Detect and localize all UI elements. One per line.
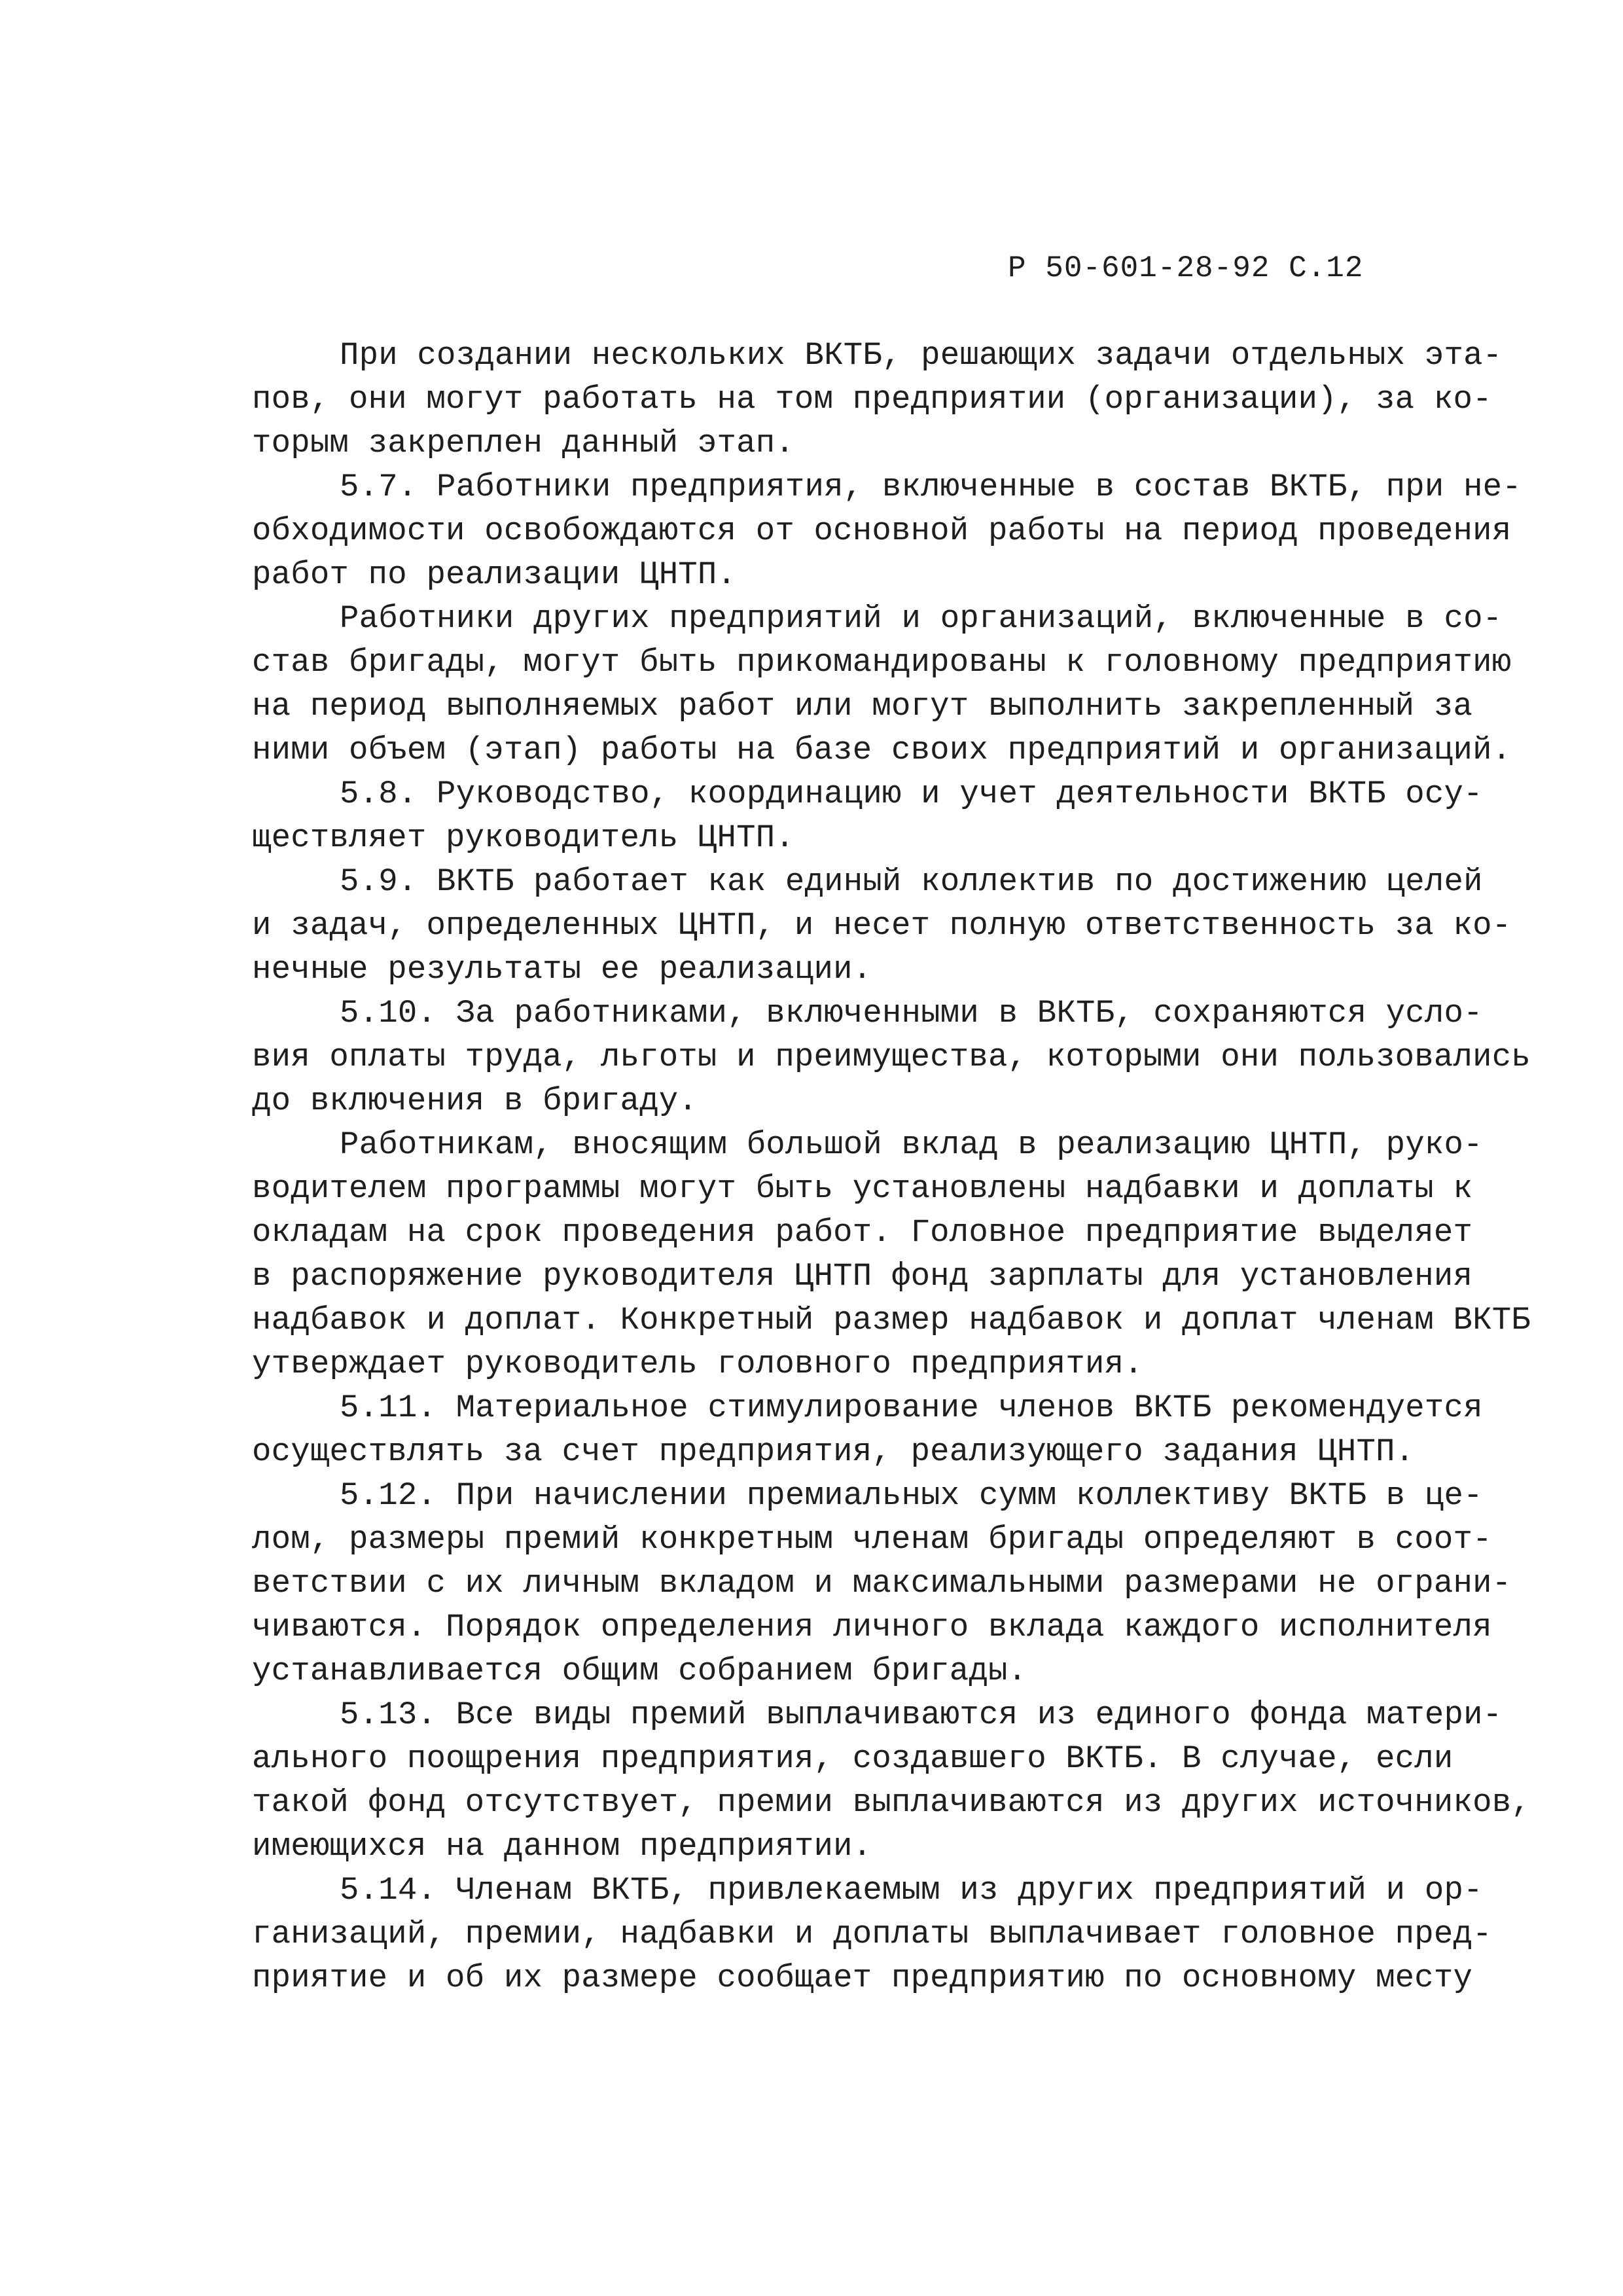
paragraph-line: торым закреплен данный этап. — [252, 425, 794, 461]
paragraph-line: ветствии с их личным вкладом и максимальными размерами не ограни- — [252, 1565, 1512, 1602]
document-code: Р 50-601-28-92 С.12 — [1008, 251, 1364, 285]
paragraph-line: осуществлять за счет предприятия, реализующего задания ЦНТП. — [252, 1433, 1415, 1470]
paragraph-first-line: 5.11. Материальное стимулирование членов ВКТБ рекомендуется — [340, 1390, 1483, 1426]
paragraph-line: водителем программы могут быть установлены надбавки и доплаты к — [252, 1170, 1473, 1207]
paragraph-line: став бригады, могут быть прикомандированы к головному предприятию — [252, 644, 1512, 681]
paragraph-first-line: 5.13. Все виды премий выплачиваются из единого фонда матери- — [340, 1696, 1503, 1733]
paragraph-line: на период выполняемых работ или могут выполнить закрепленный за — [252, 688, 1473, 725]
paragraph-first-line: 5.10. За работниками, включенными в ВКТБ, сохраняются усло- — [340, 995, 1483, 1031]
paragraph-first-line: Работникам, вносящим большой вклад в реализацию ЦНТП, руко- — [340, 1126, 1483, 1163]
paragraph-line: работ по реализации ЦНТП. — [252, 556, 737, 593]
paragraph — [252, 1474, 1512, 1693]
paragraph-line: ними объем (этап) работы на базе своих предприятий и организаций. — [252, 732, 1512, 768]
paragraph-line: и задач, определенных ЦНТП, и несет полную ответственность за ко- — [252, 907, 1512, 944]
paragraph-line: имеющихся на данном предприятии. — [252, 1828, 872, 1865]
paragraph — [252, 1869, 1492, 2000]
paragraph-line: до включения в бригаду. — [252, 1083, 698, 1119]
paragraph-line: ального поощрения предприятия, создавшего ВКТБ. В случае, если — [252, 1740, 1454, 1777]
paragraph-line: обходимости освобождаются от основной работы на период проведения — [252, 512, 1512, 549]
paragraph-first-line: 5.8. Руководство, координацию и учет деятельности ВКТБ осу- — [340, 776, 1483, 812]
paragraph — [252, 465, 1522, 597]
paragraph-line: такой фонд отсутствует, премии выплачиваются из других источников, — [252, 1784, 1531, 1821]
paragraph-line: приятие и об их размере сообщает предприятию по основному месту — [252, 1960, 1473, 1996]
document-body — [252, 334, 1531, 2000]
paragraph-line: окладам на срок проведения работ. Головное предприятие выделяет — [252, 1214, 1473, 1251]
paragraph — [252, 1386, 1483, 1474]
paragraph-first-line: 5.12. При начислении премиальных сумм коллективу ВКТБ в це- — [340, 1477, 1483, 1514]
paragraph-line: в распоряжение руководителя ЦНТП фонд зарплаты для установления — [252, 1258, 1473, 1295]
paragraph-first-line: При создании нескольких ВКТБ, решающих задачи отдельных эта- — [340, 337, 1503, 374]
paragraph-first-line: 5.14. Членам ВКТБ, привлекаемым из других предприятий и ор- — [340, 1872, 1483, 1909]
paragraph — [252, 1123, 1531, 1386]
paragraph-line: ганизаций, премии, надбавки и доплаты выплачивает головное пред- — [252, 1916, 1492, 1952]
paragraph-line: нечные результаты ее реализации. — [252, 951, 872, 988]
paragraph — [252, 1693, 1531, 1869]
paragraph-line: утверждает руководитель головного предприятия. — [252, 1346, 1143, 1382]
paragraph-line: надбавок и доплат. Конкретный размер надбавок и доплат членам ВКТБ — [252, 1302, 1531, 1338]
paragraph — [252, 597, 1512, 772]
paragraph-line: устанавливается общим собранием бригады. — [252, 1653, 1027, 1689]
paragraph-line: чиваются. Порядок определения личного вклада каждого исполнителя — [252, 1609, 1492, 1645]
paragraph-line: вия оплаты труда, льготы и преимущества, которыми они пользовались — [252, 1039, 1531, 1075]
paragraph — [252, 334, 1503, 465]
paragraph — [252, 992, 1531, 1123]
paragraph-line: лом, размеры премий конкретным членам бригады определяют в соот- — [252, 1521, 1492, 1558]
paragraph-first-line: 5.7. Работники предприятия, включенные в состав ВКТБ, при не- — [340, 469, 1522, 505]
paragraph — [252, 860, 1512, 992]
paragraph — [252, 772, 1483, 860]
paragraph-first-line: 5.9. ВКТБ работает как единый коллектив по достижению целей — [340, 863, 1483, 900]
paragraph-line: ществляет руководитель ЦНТП. — [252, 819, 794, 856]
paragraph-first-line: Работники других предприятий и организаций, включенные в со- — [340, 600, 1503, 637]
paragraph-line: пов, они могут работать на том предприятии (организации), за ко- — [252, 381, 1492, 418]
